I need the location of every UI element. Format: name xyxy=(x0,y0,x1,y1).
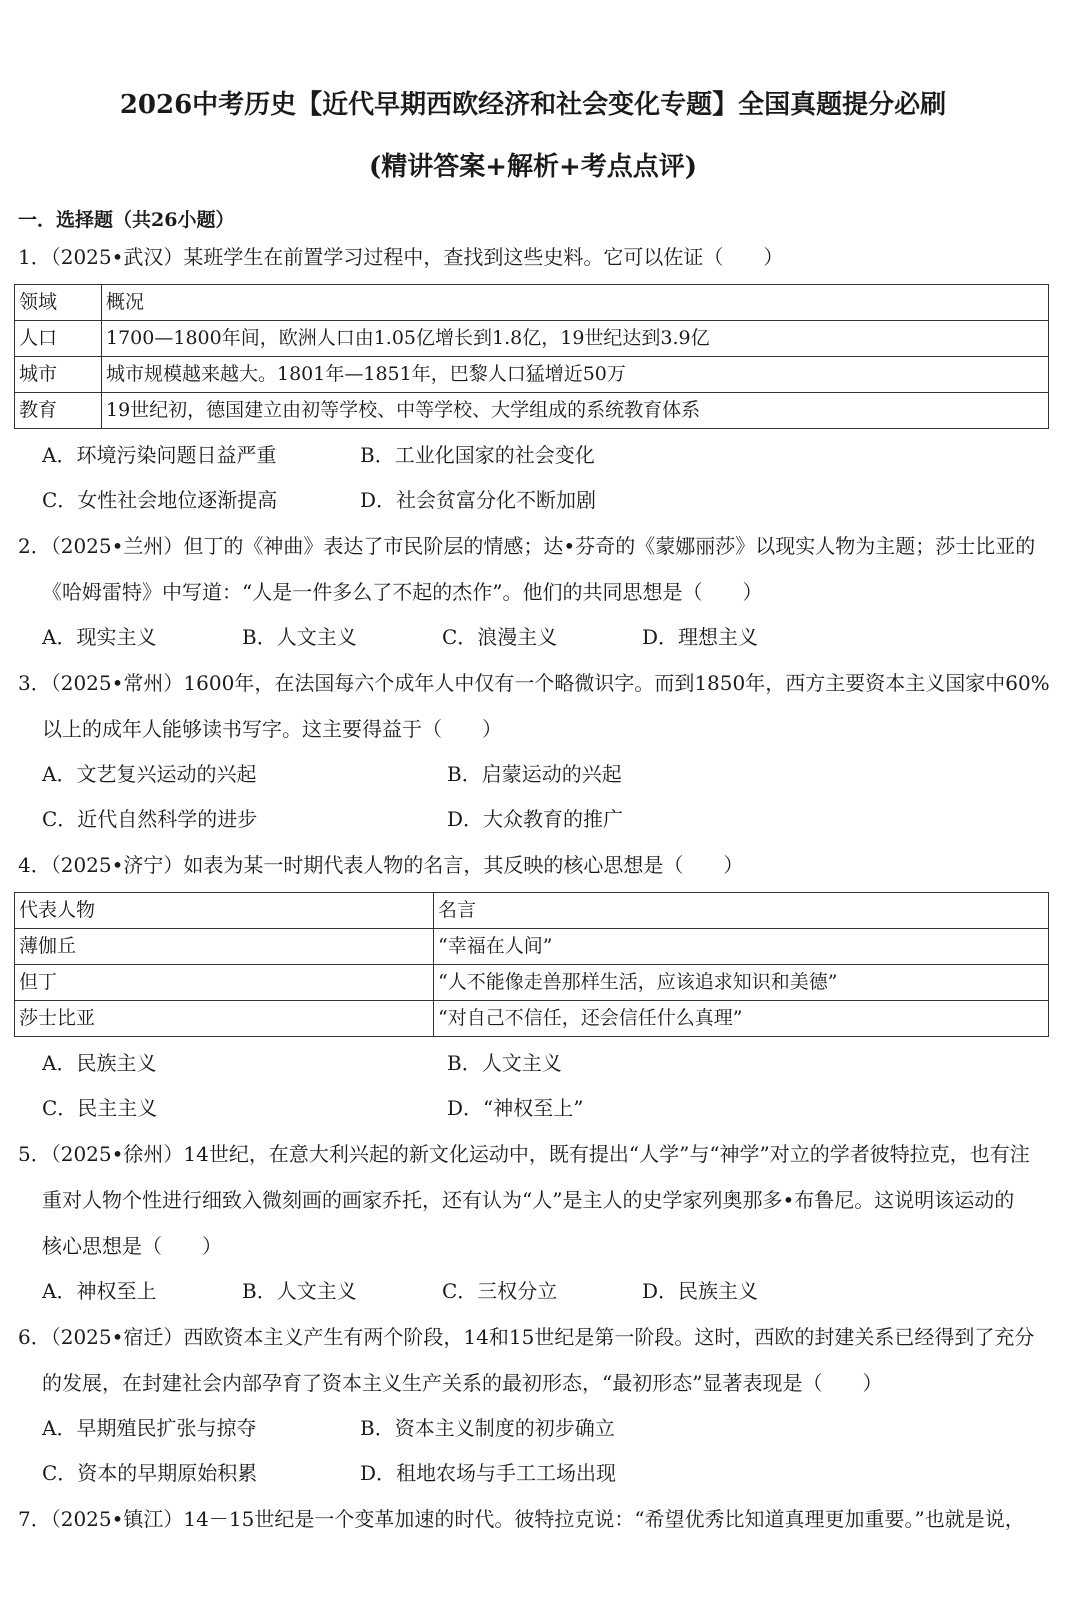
table-cell: 教育 xyxy=(15,393,102,429)
question-1-table xyxy=(14,284,1049,429)
question-5-stem: 5．（2025•徐州）14世纪，在意大利兴起的新文化运动中，既有提出“人学”与“神学”对立的学者彼特拉克，也有注 重对人物个性进行细致入微刻画的画家乔托，还有认为“人”是主人的史学家列奥那多•布鲁尼。这说明该运动的 核心思想是（ ） xyxy=(18,1142,1030,1258)
option-d[interactable]: D．大众教育的推广 xyxy=(447,807,624,831)
section-heading: 一．选择题（共26小题） xyxy=(18,209,235,231)
option-c[interactable]: C．女性社会地位逐渐提高 xyxy=(42,488,278,512)
table-cell: 薄伽丘 xyxy=(15,929,434,965)
table-header-cell: 代表人物 xyxy=(15,893,434,929)
option-b[interactable]: B．启蒙运动的兴起 xyxy=(447,762,622,786)
option-c[interactable]: C．三权分立 xyxy=(442,1279,558,1303)
table-cell: “对自己不信任，还会信任什么真理” xyxy=(434,1001,1049,1037)
question-1-stem: 1．（2025•武汉）某班学生在前置学习过程中，查找到这些史料。它可以佐证（ ） xyxy=(18,245,784,269)
question-3-options xyxy=(42,752,1052,797)
option-d[interactable]: D．社会贫富分化不断加剧 xyxy=(360,488,597,512)
question-1-options xyxy=(42,478,1052,523)
page-title: 2026中考历史【近代早期西欧经济和社会变化专题】全国真题提分必刷 xyxy=(119,90,947,120)
option-c[interactable]: C．浪漫主义 xyxy=(442,625,558,649)
option-a[interactable]: A．现实主义 xyxy=(42,625,157,649)
question-6-options xyxy=(42,1406,1052,1451)
table-row xyxy=(15,965,1049,1001)
option-d[interactable]: D．租地农场与手工工场出现 xyxy=(360,1461,617,1485)
table-cell: 人口 xyxy=(15,321,102,357)
question-6-options xyxy=(42,1451,1052,1496)
table-header-row xyxy=(15,285,1049,321)
table-cell: 城市 xyxy=(15,357,102,393)
option-b[interactable]: B．人文主义 xyxy=(242,625,357,649)
option-a[interactable]: A．早期殖民扩张与掠夺 xyxy=(42,1416,257,1440)
table-row xyxy=(15,393,1049,429)
question-4-options xyxy=(42,1086,1052,1131)
question-1-options xyxy=(42,433,1052,478)
table-cell: 但丁 xyxy=(15,965,434,1001)
question-7-stem: 7．（2025•镇江）14－15世纪是一个变革加速的时代。彼特拉克说：“希望优秀比知道真理更加重要。”也就是说， xyxy=(18,1507,1025,1531)
table-header-row xyxy=(15,893,1049,929)
option-d[interactable]: D．“神权至上” xyxy=(447,1096,584,1120)
question-2-stem: 2．（2025•兰州）但丁的《神曲》表达了市民阶层的情感；达•芬奇的《蒙娜丽莎》以现实人物为主题；莎士比亚的 《哈姆雷特》中写道：“人是一件多么了不起的杰作”。他们的共同思想是（ ） xyxy=(18,534,1036,604)
option-a[interactable]: A．神权至上 xyxy=(42,1279,157,1303)
option-a[interactable]: A．文艺复兴运动的兴起 xyxy=(42,762,257,786)
table-cell: “幸福在人间” xyxy=(434,929,1049,965)
table-cell: 19世纪初，德国建立由初等学校、中等学校、大学组成的系统教育体系 xyxy=(102,393,1049,429)
table-row xyxy=(15,321,1049,357)
page-subtitle: (精讲答案+解析+考点点评) xyxy=(368,152,698,182)
question-5-options xyxy=(42,1269,1052,1314)
question-4-stem: 4．（2025•济宁）如表为某一时期代表人物的名言，其反映的核心思想是（ ） xyxy=(18,853,744,877)
option-a[interactable]: A．环境污染问题日益严重 xyxy=(42,443,277,467)
question-4-options xyxy=(42,1041,1052,1086)
question-6-stem: 6．（2025•宿迁）西欧资本主义产生有两个阶段，14和15世纪是第一阶段。这时，西欧的封建关系已经得到了充分 的发展，在封建社会内部孕育了资本主义生产关系的最初形态，“最初形态”显著表现是（ ） xyxy=(18,1325,1035,1395)
option-c[interactable]: C．资本的早期原始积累 xyxy=(42,1461,258,1485)
option-d[interactable]: D．民族主义 xyxy=(642,1279,759,1303)
option-a[interactable]: A．民族主义 xyxy=(42,1051,157,1075)
table-header-cell: 概况 xyxy=(102,285,1049,321)
table-cell: 城市规模越来越大。1801年—1851年，巴黎人口猛增近50万 xyxy=(102,357,1049,393)
option-b[interactable]: B．工业化国家的社会变化 xyxy=(360,443,595,467)
option-d[interactable]: D．理想主义 xyxy=(642,625,759,649)
option-b[interactable]: B．人文主义 xyxy=(242,1279,357,1303)
table-header-cell: 领域 xyxy=(15,285,102,321)
table-row xyxy=(15,929,1049,965)
option-c[interactable]: C．民主主义 xyxy=(42,1096,158,1120)
table-cell: 1700—1800年间，欧洲人口由1.05亿增长到1.8亿，19世纪达到3.9亿 xyxy=(102,321,1049,357)
table-cell: 莎士比亚 xyxy=(15,1001,434,1037)
option-c[interactable]: C．近代自然科学的进步 xyxy=(42,807,258,831)
option-b[interactable]: B．人文主义 xyxy=(447,1051,562,1075)
question-2-options xyxy=(42,615,1052,660)
option-b[interactable]: B．资本主义制度的初步确立 xyxy=(360,1416,615,1440)
table-row xyxy=(15,357,1049,393)
question-3-stem: 3．（2025•常州）1600年，在法国每六个成年人中仅有一个略微识字。而到1850年，西方主要资本主义国家中60% 以上的成年人能够读书写字。这主要得益于（ ） xyxy=(18,671,1050,741)
table-row xyxy=(15,1001,1049,1037)
question-3-options xyxy=(42,797,1052,842)
question-4-table xyxy=(14,892,1049,1037)
table-header-cell: 名言 xyxy=(434,893,1049,929)
table-cell: “人不能像走兽那样生活，应该追求知识和美德” xyxy=(434,965,1049,1001)
